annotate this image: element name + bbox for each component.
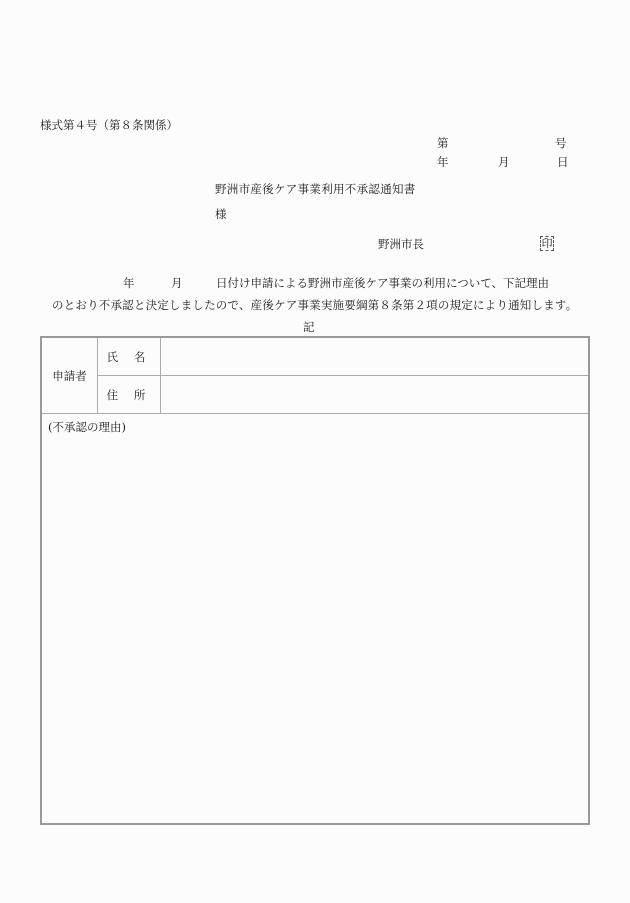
date-day-label: 日 — [557, 155, 569, 169]
body-month-label: 月 — [171, 276, 183, 290]
reason-label: (不承認の理由) — [48, 420, 126, 434]
issuer-name: 野洲市長 — [378, 237, 424, 251]
form-number: 様式第４号（第８条関係） — [40, 118, 178, 132]
document-title: 野洲市産後ケア事業利用不承認通知書 — [215, 182, 416, 196]
address-label: 住 所 — [98, 376, 161, 414]
ki-heading: 記 — [303, 320, 315, 334]
applicant-label: 申請者 — [41, 337, 98, 414]
name-label: 氏 名 — [98, 337, 161, 376]
table-row-reason — [41, 414, 589, 825]
document-number-suffix: 号 — [555, 136, 567, 150]
name-field[interactable] — [161, 337, 590, 376]
applicant-table — [40, 336, 590, 825]
seal-mark-icon: 印 — [541, 237, 553, 250]
reason-field[interactable] — [41, 414, 589, 825]
date-month-label: 月 — [498, 155, 510, 169]
table-row-address — [41, 376, 589, 414]
address-field[interactable] — [161, 376, 590, 414]
document-number-prefix: 第 — [437, 136, 449, 150]
body-text-rest: 日付け申請による野洲市産後ケア事業の利用について、下記理由 — [216, 276, 550, 290]
body-year-label: 年 — [123, 276, 135, 290]
body-text-line-2: のとおり不承認と決定しましたので、産後ケア事業実施要綱第８条第２項の規定により通知します。 — [52, 298, 578, 312]
addressee-suffix: 様 — [215, 207, 227, 221]
table-row-name — [41, 337, 589, 376]
date-year-label: 年 — [437, 155, 449, 169]
